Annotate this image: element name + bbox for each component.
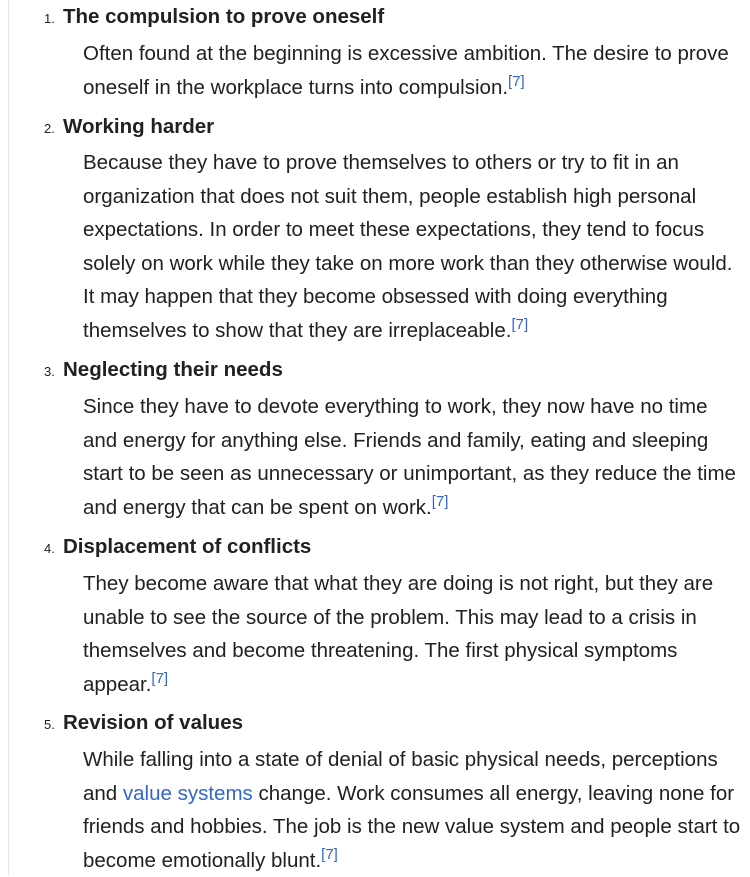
citation-link[interactable]: [7]	[508, 72, 525, 90]
list-item-number: 1.	[44, 11, 55, 26]
list-item-number: 2.	[44, 121, 55, 136]
stage-title: Displacement of conflicts	[63, 535, 312, 558]
stage-title: Neglecting their needs	[63, 358, 283, 381]
citation-link[interactable]: [7]	[511, 315, 529, 333]
list-item-number: 3.	[44, 364, 55, 379]
citation-link[interactable]: [7]	[431, 492, 449, 510]
stage-description	[83, 146, 745, 348]
stage-description-text: Since they have to devote everything to work, they now have no time and energy for anything else. Friends and family, eating and sleeping start to be seen as unnecessary or unimportant, as they reduce the time and energy that can be spent on work.	[83, 395, 736, 519]
stage-description	[83, 37, 745, 104]
stage-title: Working harder	[63, 115, 215, 138]
stage-description-text: change. Work consumes all energy, leaving none for friends and hobbies. The job is the new value system and people start to become emotionally blunt.	[83, 781, 741, 872]
stage-title: Revision of values	[63, 711, 244, 734]
stage-description-text: Because they have to prove themselves to others or try to fit in an organization that does not suit them, people establish high personal expectations. In order to meet these expectations, they tend to focus solely on work while they take on more work than they otherwise would. It may happen that they become obsessed with doing everything themselves to show that they are irreplaceable.	[83, 151, 733, 342]
stage-description	[83, 567, 745, 701]
stage-description	[83, 743, 745, 877]
stage-description-text: Often found at the beginning is excessive ambition. The desire to prove oneself in the workplace turns into compulsion.	[83, 42, 729, 99]
value-systems-link[interactable]: value systems	[122, 781, 253, 805]
list-item-number: 4.	[44, 541, 55, 556]
stage-title: The compulsion to prove oneself	[63, 5, 385, 28]
stage-description	[83, 390, 745, 524]
citation-link[interactable]: [7]	[151, 669, 169, 687]
left-border-rule	[8, 0, 9, 876]
stage-description-text: While falling into a state of denial of basic physical needs, perceptions and	[83, 748, 718, 805]
stage-description-text: They become aware that what they are doing is not right, but they are unable to see the source of the problem. This may lead to a crisis in themselves and become threatening. The first physical symptoms appear.	[83, 572, 714, 696]
citation-link[interactable]: [7]	[321, 845, 338, 863]
list-item-number: 5.	[44, 717, 55, 732]
